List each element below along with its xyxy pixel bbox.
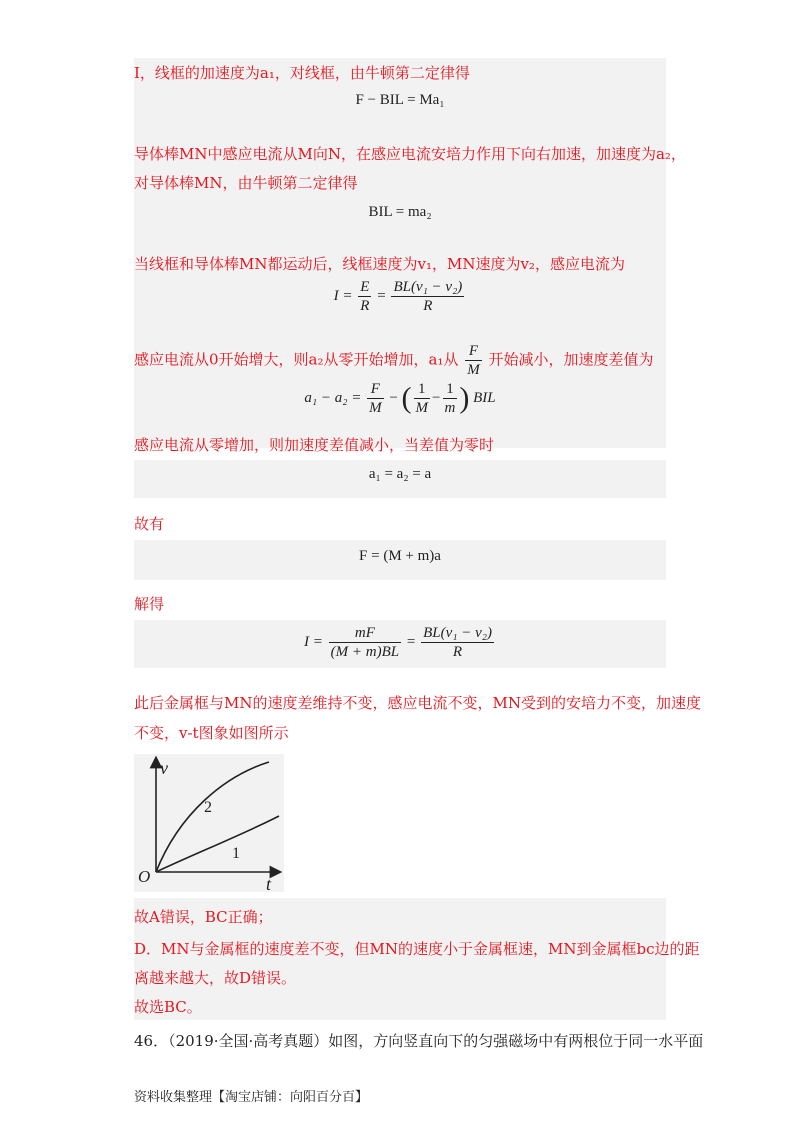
- solution-line-13: 离越来越大，故D错误。: [134, 969, 297, 987]
- eq7-fraction-1: $\frac{mF}{(M + m)BL}$: [330, 625, 400, 660]
- question-46: 46．（2019·全国·高考真题）如图，方向竖直向下的匀强磁场中有两根位于同一水平面: [134, 1032, 704, 1050]
- solution-line-9: 此后金属框与MN的速度差维持不变，感应电流不变，MN受到的安培力不变，加速度: [134, 694, 701, 712]
- solution-line-4: 当线框和导体棒MN都运动后，线框速度为v₁，MN速度为v₂，感应电流为: [134, 255, 625, 273]
- equation-7: I = $\frac{mF}{(M + m)BL}$ = $\frac{\text{BL(v₁ − v₂)}}{R}$: [304, 625, 492, 660]
- equation-6: F = (M + m)a: [359, 548, 441, 564]
- eq4-fraction-3: $\frac{1}{m}$: [444, 381, 456, 416]
- eq3-lhs: I =: [333, 287, 353, 304]
- graph-label-curve-1: 1: [232, 845, 240, 862]
- solution-line-10: 不变，v-t图象如图所示: [134, 724, 289, 742]
- solution-line-12: D．MN与金属框的速度差不变，但MN的速度小于金属框速，MN到金属框bc边的距: [134, 940, 700, 958]
- equation-5: a₁ = a₂ = a: [368, 466, 432, 482]
- graph-curve-1: [156, 816, 279, 872]
- solution-line-5: 感应电流从0开始增大，则a₂从零开始增加，a₁从 $\frac{F}{M}$ 开始减小，加速度差值为: [134, 343, 654, 378]
- solution-line-1: I，线框的加速度为a₁，对线框，由牛顿第二定律得: [134, 64, 470, 82]
- graph-curve-2: [156, 762, 269, 872]
- vt-graph: [134, 754, 284, 892]
- eq3-fraction-2: $\frac{\text{BL(v₁ − v₂)}}{R}$: [393, 279, 463, 314]
- line5-fraction: $\frac{F}{M}$: [467, 343, 480, 378]
- graph-label-curve-2: 2: [204, 799, 212, 816]
- solution-line-7: 故有: [134, 515, 165, 533]
- eq4-fraction-1: $\frac{F}{M}$: [369, 381, 382, 416]
- solution-line-6: 感应电流从零增加，则加速度差值减小，当差值为零时: [134, 436, 495, 454]
- solution-line-3: 对导体棒MN，由牛顿第二定律得: [134, 174, 358, 192]
- equation-4: a₁ − a₂ = $\frac{F}{M}$ − ( $\frac{1}{M}$ − $\frac{1}{m}$ ) BIL: [304, 381, 496, 416]
- solution-line-14: 故选BC。: [134, 998, 202, 1016]
- solution-line-11: 故A错误，BC正确；: [134, 908, 273, 926]
- eq4-fraction-2: $\frac{1}{M}$: [415, 381, 429, 416]
- solution-line-8: 解得: [134, 595, 165, 613]
- graph-label-origin: O: [138, 867, 151, 886]
- equation-3: I = $\frac{E}{R}$ = $\frac{\text{BL(v₁ − v₂)}}{R}$: [333, 279, 463, 314]
- solution-line-2: 导体棒MN中感应电流从M向N，在感应电流安培力作用下向右加速，加速度为a₂，: [134, 145, 686, 163]
- vt-graph-svg: [134, 754, 284, 892]
- graph-label-v: v: [160, 758, 168, 778]
- eq3-fraction-1: $\frac{E}{R}$: [360, 279, 370, 314]
- equation-1: F − BIL = Ma₁: [355, 92, 445, 108]
- eq7-fraction-2: $\frac{\text{BL(v₁ − v₂)}}{R}$: [423, 625, 492, 660]
- equation-2: BIL = ma₂: [368, 204, 432, 220]
- page-footer: 资料收集整理【淘宝店铺：向阳百分百】: [134, 1090, 369, 1105]
- graph-label-t: t: [266, 874, 272, 892]
